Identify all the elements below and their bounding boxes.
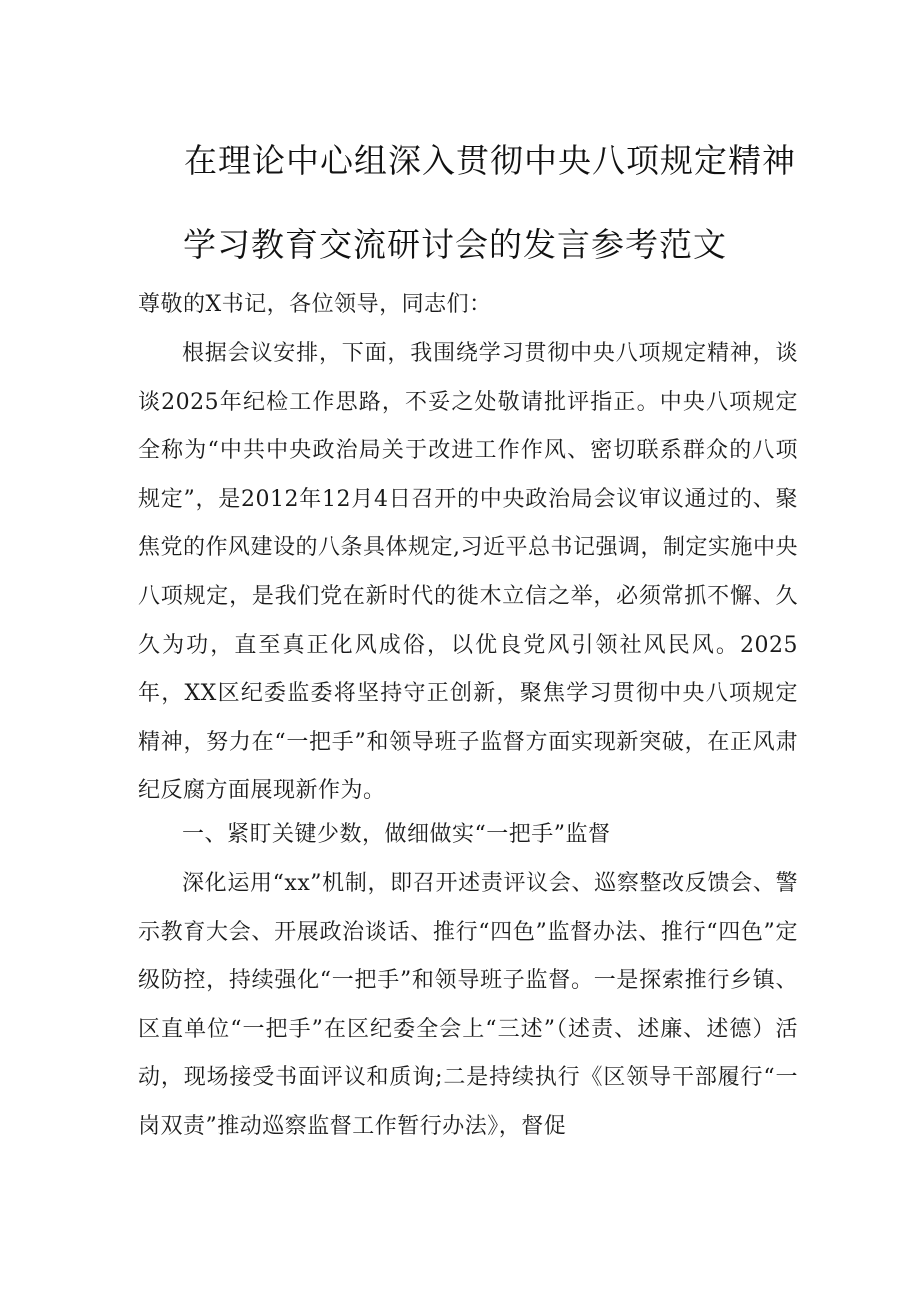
document-title-line-2: 学习教育交流研讨会的发言参考范文	[183, 225, 727, 264]
paragraph-intro: 根据会议安排，下面，我围绕学习贯彻中央八项规定精神，谈谈2025年纪检工作思路，不妥之处敬请批评指正。中央八项规定全称为“中共中央政治局关于改进工作作风、密切联系群众的八项规定”，是2012年12月4日召开的中央政治局会议审议通过的、聚焦党的作风建设的八条具体规定,习近平总书记强调，制定实施中央八项规定，是我们党在新时代的徙木立信之举，必须常抓不懈、久久为功，直至真正化风成俗，以优良党风引领社风民风。2025年，XX区纪委监委将坚持守正创新，聚焦学习贯彻中央八项规定精神，努力在“一把手”和领导班子监督方面实现新突破，在正风肃纪反腐方面展现新作为。	[138, 341, 798, 804]
document-title-line-1: 在理论中心组深入贯彻中央八项规定精神	[184, 141, 796, 180]
salutation: 尊敬的X书记，各位领导，同志们：	[138, 292, 492, 317]
paragraph-section-1: 深化运用“xx”机制，即召开述责评议会、巡察整改反馈会、警示教育大会、开展政治谈话、推行“四色”监督办法、推行“四色”定级防控，持续强化“一把手”和领导班子监督。一是探索推行乡镇、区直单位“一把手”在区纪委全会上“三述”（述责、述廉、述德）活动，现场接受书面评议和质询;二是持续执行《区领导干部履行“一岗双责”推动巡察监督工作暂行办法》，督促	[138, 871, 798, 1139]
section-heading-1: 一、紧盯关键少数，做细做实“一把手”监督	[182, 822, 611, 847]
